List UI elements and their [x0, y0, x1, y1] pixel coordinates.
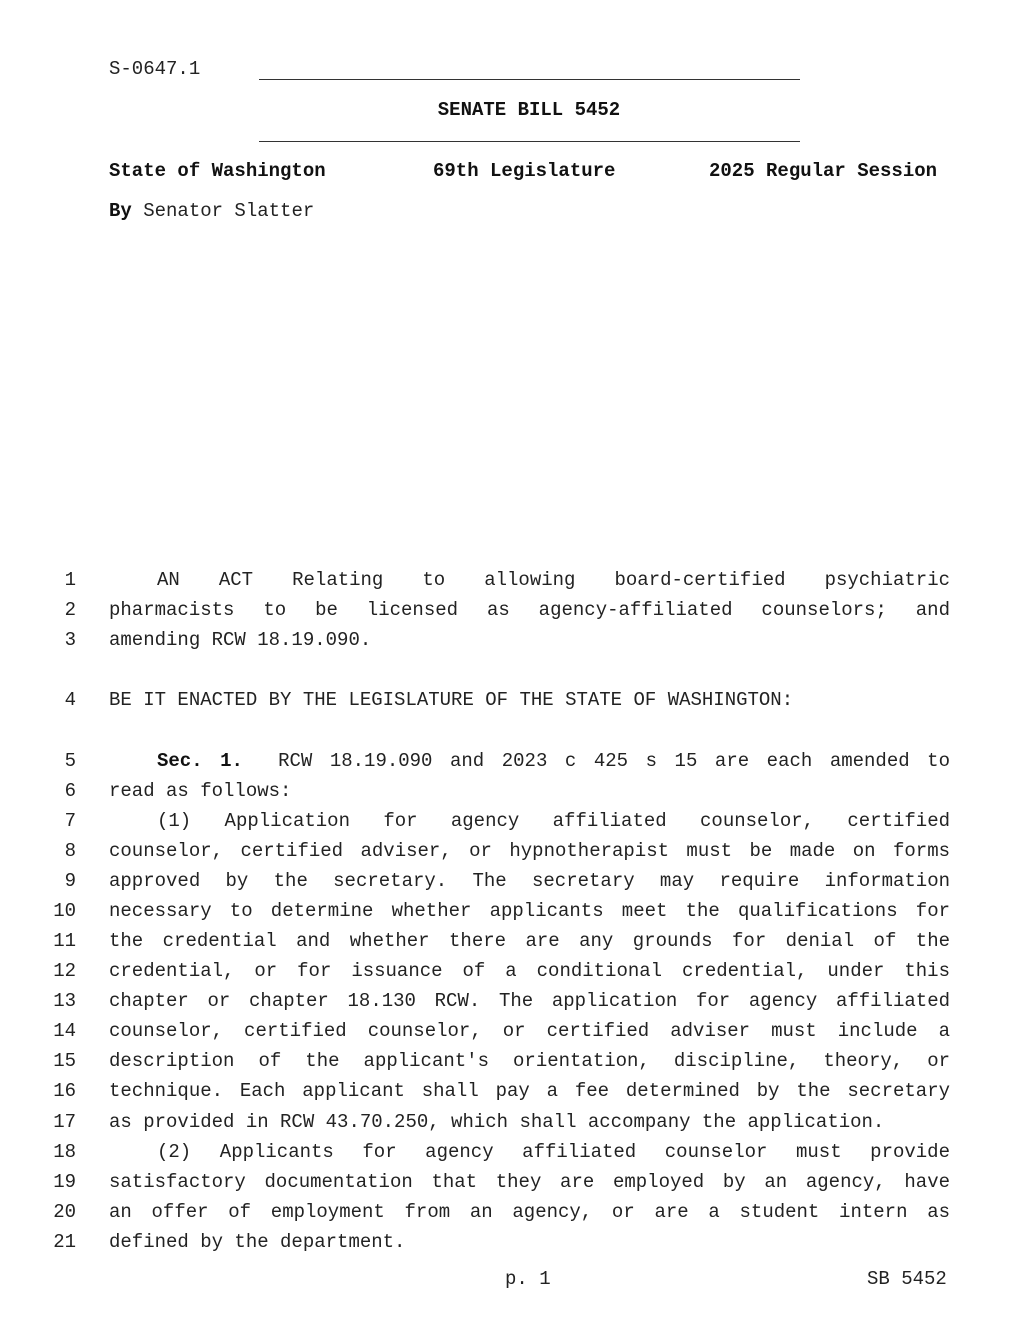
- title-bottom-rule: [259, 141, 800, 142]
- line-8: [0, 840, 1024, 870]
- line-1: [0, 569, 1024, 599]
- line-number: 17: [53, 1111, 76, 1133]
- section-text: RCW 18.19.090 and 2023 c 425 s 15 are each amended to: [278, 750, 950, 772]
- line-6: [0, 780, 1024, 810]
- line-number: 2: [64, 599, 76, 621]
- line-text: defined by the department.: [109, 1231, 406, 1253]
- title-top-rule: [259, 79, 800, 80]
- line-text: the credential and whether there are any grounds for denial of the: [109, 930, 950, 952]
- line-number: 19: [53, 1171, 76, 1193]
- line-number: 4: [64, 689, 76, 711]
- sponsor-line: [109, 200, 314, 222]
- line-number: 8: [64, 840, 76, 862]
- footer-bill-ref: SB 5452: [867, 1268, 947, 1290]
- line-text: amending RCW 18.19.090.: [109, 629, 372, 651]
- line-number: 9: [64, 870, 76, 892]
- line-7: [0, 810, 1024, 840]
- header-legislature: 69th Legislature: [433, 160, 616, 182]
- line-21: [0, 1231, 1024, 1261]
- line-text: (2) Applicants for agency affiliated counselor must provide: [157, 1141, 950, 1163]
- line-number: 21: [53, 1231, 76, 1253]
- line-number: 6: [64, 780, 76, 802]
- line-19: [0, 1171, 1024, 1201]
- bill-code: S-0647.1: [109, 58, 201, 80]
- line-text: pharmacists to be licensed as agency-affiliated counselors; and: [109, 599, 950, 621]
- line-2: [0, 599, 1024, 629]
- line-text: chapter or chapter 18.130 RCW. The application for agency affiliated: [109, 990, 950, 1012]
- line-4: [0, 689, 1024, 719]
- line-text: counselor, certified counselor, or certified adviser must include a: [109, 1020, 950, 1042]
- line-number: 18: [53, 1141, 76, 1163]
- line-5: [0, 750, 1024, 780]
- header-session: 2025 Regular Session: [709, 160, 938, 182]
- line-text: BE IT ENACTED BY THE LEGISLATURE OF THE STATE OF WASHINGTON:: [109, 689, 794, 711]
- line-text: AN ACT Relating to allowing board-certified psychiatric: [157, 569, 950, 591]
- line-9: [0, 870, 1024, 900]
- line-number: 5: [64, 750, 76, 772]
- sponsor-by-label: By: [109, 200, 132, 222]
- line-text: [109, 750, 950, 772]
- header-state: State of Washington: [109, 160, 326, 182]
- line-number: 13: [53, 990, 76, 1012]
- line-text: necessary to determine whether applicants meet the qualifications for: [109, 900, 950, 922]
- line-text: description of the applicant's orientation, discipline, theory, or: [109, 1050, 950, 1072]
- line-number: 11: [53, 930, 76, 952]
- line-number: 7: [64, 810, 76, 832]
- line-number: 1: [64, 569, 76, 591]
- line-12: [0, 960, 1024, 990]
- line-20: [0, 1201, 1024, 1231]
- sponsor-name: Senator Slatter: [143, 200, 315, 222]
- line-13: [0, 990, 1024, 1020]
- line-number: 20: [53, 1201, 76, 1223]
- line-3: [0, 629, 1024, 659]
- bill-title: SENATE BILL 5452: [437, 99, 621, 121]
- line-16: [0, 1080, 1024, 1110]
- line-text: as provided in RCW 43.70.250, which shall accompany the application.: [109, 1111, 885, 1133]
- line-text: technique. Each applicant shall pay a fee determined by the secretary: [109, 1080, 950, 1102]
- line-14: [0, 1020, 1024, 1050]
- line-text: an offer of employment from an agency, or are a student intern as: [109, 1201, 950, 1223]
- line-number: 10: [53, 900, 76, 922]
- line-text: counselor, certified adviser, or hypnotherapist must be made on forms: [109, 840, 950, 862]
- line-number: 14: [53, 1020, 76, 1042]
- line-10: [0, 900, 1024, 930]
- section-label: Sec. 1.: [157, 750, 243, 772]
- line-text: approved by the secretary. The secretary may require information: [109, 870, 950, 892]
- line-number: 3: [64, 629, 76, 651]
- line-15: [0, 1050, 1024, 1080]
- line-17: [0, 1111, 1024, 1141]
- line-text: read as follows:: [109, 780, 292, 802]
- line-number: 15: [53, 1050, 76, 1072]
- page-number: p. 1: [505, 1268, 551, 1290]
- line-number: 12: [53, 960, 76, 982]
- line-text: satisfactory documentation that they are employed by an agency, have: [109, 1171, 950, 1193]
- line-text: credential, or for issuance of a conditional credential, under this: [109, 960, 950, 982]
- line-text: (1) Application for agency affiliated counselor, certified: [157, 810, 950, 832]
- line-number: 16: [53, 1080, 76, 1102]
- line-11: [0, 930, 1024, 960]
- line-18: [0, 1141, 1024, 1171]
